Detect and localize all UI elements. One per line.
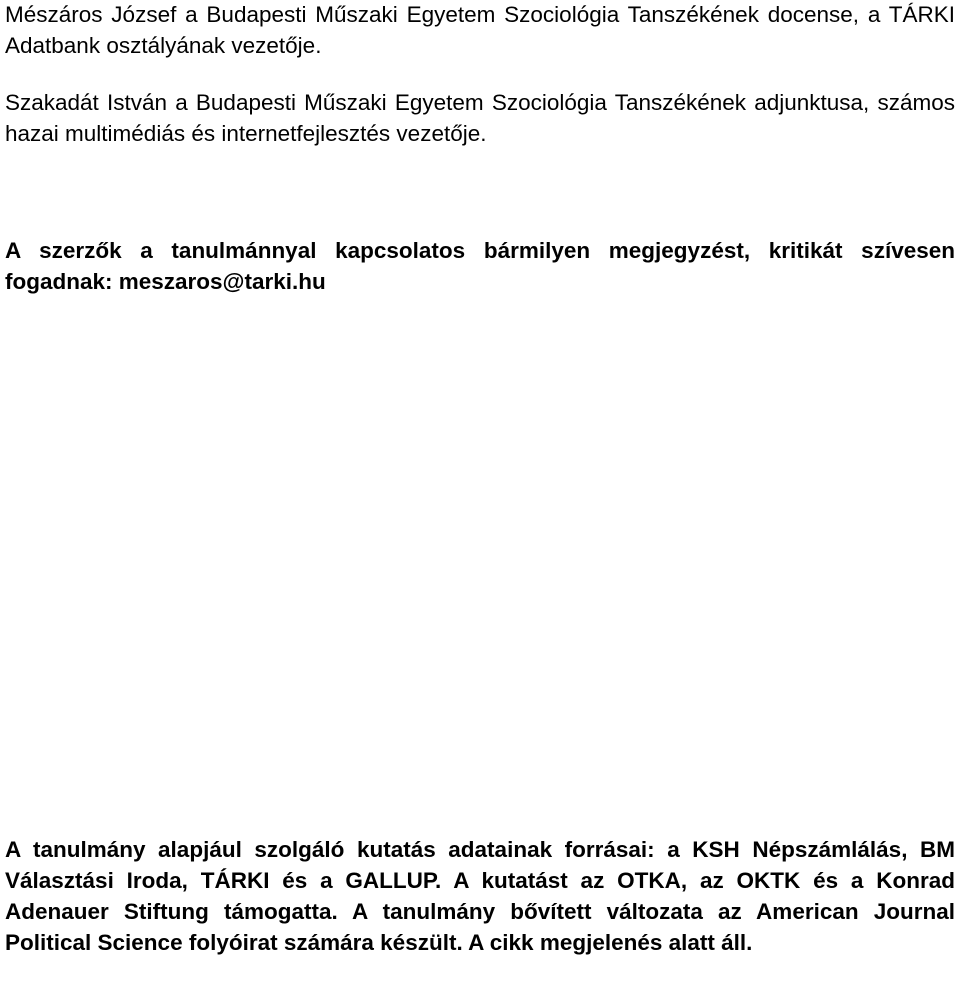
sources-note: A tanulmány alapjául szolgáló kutatás adatainak forrásai: a KSH Népszámlálás, BM Választási Iroda, TÁRKI és a GALLUP. A kutatást az OTKA, az OKTK és a Konrad Adenauer Stiftung támogatta. A tanulmány bővített változata az American Journal Political Science folyóirat számára készült. A cikk megjelenés alatt áll. — [5, 837, 955, 955]
author-note-meszaros: Mészáros József a Budapesti Műszaki Egyetem Szociológia Tanszékének docense, a TÁRKI Adatbank osztályának vezetője. — [5, 2, 955, 58]
author-note-szakadat: Szakadát István a Budapesti Műszaki Egyetem Szociológia Tanszékének adjunktusa, számos hazai multimédiás és internetfejlesztés vezetője. — [5, 90, 955, 146]
contact-note: A szerzők a tanulmánnyal kapcsolatos bármilyen megjegyzést, kritikát szívesen fogadnak: meszaros@tarki.hu — [5, 238, 955, 294]
